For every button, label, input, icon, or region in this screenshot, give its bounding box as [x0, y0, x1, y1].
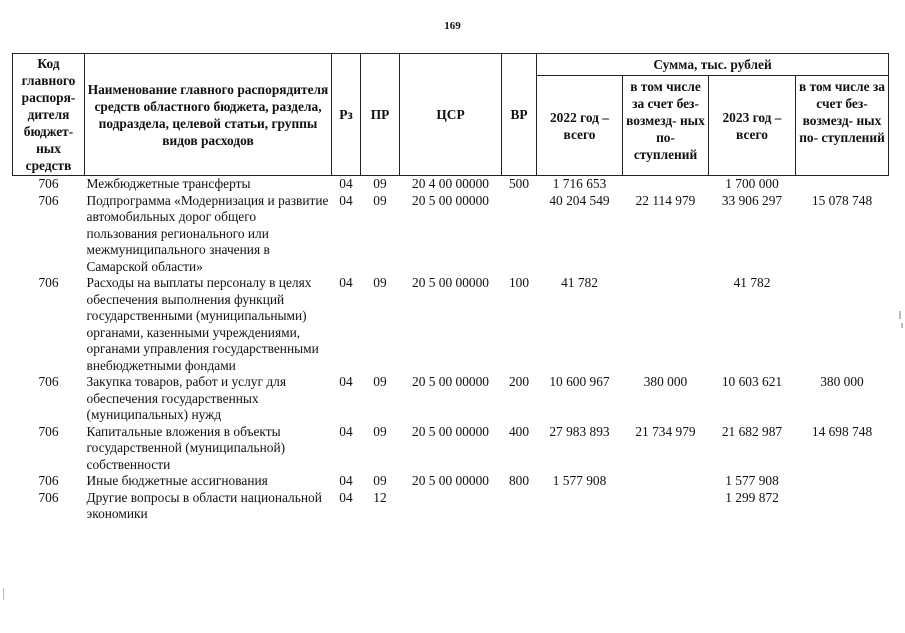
cell-vr: [502, 193, 537, 276]
cell-2023-total: 1 577 908: [725, 473, 779, 488]
cell-2022-free: 380 000: [643, 374, 688, 389]
cell-rz: 04: [339, 176, 353, 191]
cell-2022-free: 21 734 979: [635, 423, 696, 439]
cell-vr: 200: [508, 374, 530, 389]
cell-pr: 09: [373, 275, 387, 290]
cell-kod: 706: [38, 192, 59, 208]
cell-kod: 706: [38, 374, 59, 389]
cell-pr: 09: [373, 176, 387, 191]
cell-csr: 20 5 00 00000: [412, 374, 489, 389]
cell-2023-total: 41 782: [733, 275, 771, 290]
cell-rz: 04: [339, 489, 353, 505]
cell-kod: 706: [38, 275, 59, 290]
header-name: Наименование главного распорядителя средств областного бюджета, раздела, подраздела, целевой статьи, группы видов расходов: [85, 54, 332, 176]
cell-name: Другие вопросы в области национальной экономики: [86, 489, 322, 521]
cell-2022-total: 1 577 908: [552, 473, 607, 488]
table-row: [13, 176, 889, 193]
cell-csr: 20 5 00 00000: [412, 473, 489, 488]
cell-2023-free: 14 698 748: [811, 423, 873, 439]
cell-2022-free: [623, 473, 709, 490]
cell-rz: 04: [339, 374, 353, 389]
cell-kod: 706: [38, 489, 59, 505]
table-row: [13, 193, 889, 276]
cell-rz: 04: [339, 275, 353, 290]
cell-2022-total: 1 716 653: [552, 176, 607, 191]
cell-pr: 09: [373, 423, 387, 439]
cell-name: Подпрограмма «Модернизация и развитие автомобильных дорог общего пользования регионального или межмуниципального значения в Самарской области»: [86, 192, 329, 274]
cell-csr: 20 4 00 00000: [412, 176, 489, 191]
cell-kod: 706: [38, 423, 59, 439]
cell-2023-free: 380 000: [820, 374, 864, 389]
cell-name: Капитальные вложения в объекты государственной (муниципальной) собственности: [86, 423, 286, 472]
cell-csr: 20 5 00 00000: [412, 275, 489, 290]
cell-2023-total: 33 906 297: [721, 192, 783, 208]
cell-name: Межбюджетные трансферты: [86, 176, 251, 191]
table-row: [13, 275, 889, 374]
cell-2022-free: [623, 176, 709, 193]
table-row: [13, 473, 889, 490]
cell-2022-free: [623, 275, 709, 374]
cell-2023-free: [796, 275, 889, 374]
table-row: [13, 374, 889, 424]
cell-vr: 100: [508, 275, 530, 290]
cell-vr: 800: [508, 473, 530, 488]
cell-2022-total: 41 782: [561, 275, 598, 290]
cell-2022-free: 22 114 979: [635, 192, 696, 208]
header-2022-free: в том числе за счет без- возмезд- ных по- ступлений: [623, 76, 709, 176]
cell-vr: 400: [508, 423, 530, 439]
cell-csr: 20 5 00 00000: [412, 423, 489, 439]
header-kod: Код главного распоря- дителя бюджет- ных средств: [13, 54, 85, 176]
header-pr: ПР: [361, 54, 400, 176]
cell-kod: 706: [38, 176, 59, 191]
cell-csr: [400, 490, 502, 523]
cell-name: Расходы на выплаты персоналу в целях обеспечения выполнения функций государственными (муниципальными) органами, казенными учреждениями, органами управления государственными внебюджетными фондами: [86, 275, 319, 373]
cell-2023-free: [796, 176, 889, 193]
header-rz: Рз: [332, 54, 361, 176]
cell-pr: 09: [373, 473, 387, 488]
cell-2022-total: [537, 490, 623, 523]
table-header: [13, 54, 889, 176]
page-number: 169: [444, 20, 461, 32]
cell-2022-total: 10 600 967: [549, 374, 610, 389]
scan-artifact: [901, 323, 903, 328]
cell-2023-free: [796, 490, 889, 523]
cell-name: Закупка товаров, работ и услуг для обеспечения государственных (муниципальных) нужд: [86, 374, 286, 422]
scan-artifact: [899, 311, 901, 319]
cell-rz: 04: [339, 423, 353, 439]
cell-2022-total: 40 204 549: [549, 192, 610, 208]
header-sum: Сумма, тыс. рублей: [537, 54, 889, 76]
cell-2023-total: 1 700 000: [725, 176, 779, 191]
cell-kod: 706: [38, 473, 59, 488]
cell-2023-free: 15 078 748: [811, 192, 873, 208]
cell-rz: 04: [339, 473, 353, 488]
budget-table: [12, 53, 889, 523]
cell-name: Иные бюджетные ассигнования: [86, 473, 268, 488]
cell-pr: 09: [373, 374, 387, 389]
cell-pr: 12: [373, 489, 387, 505]
cell-vr: 500: [508, 176, 530, 191]
header-vr: ВР: [502, 54, 537, 176]
cell-2023-total: 10 603 621: [721, 374, 783, 389]
cell-2022-total: 27 983 893: [549, 423, 610, 439]
header-2022-total: 2022 год – всего: [537, 76, 623, 176]
scan-artifact: [3, 588, 4, 600]
table-row: [13, 490, 889, 523]
table-row: [13, 424, 889, 474]
cell-2023-free: [796, 473, 889, 490]
cell-2023-total: 1 299 872: [725, 489, 779, 505]
cell-rz: 04: [339, 192, 353, 208]
header-2023-total: 2023 год – всего: [709, 76, 796, 176]
cell-2022-free: [623, 490, 709, 523]
cell-vr: [502, 490, 537, 523]
header-2023-free: в том числе за счет без- возмезд- ных по- ступлений: [796, 76, 889, 176]
cell-pr: 09: [373, 192, 387, 208]
header-csr: ЦСР: [400, 54, 502, 176]
cell-csr: 20 5 00 00000: [412, 192, 489, 208]
cell-2023-total: 21 682 987: [721, 423, 783, 439]
